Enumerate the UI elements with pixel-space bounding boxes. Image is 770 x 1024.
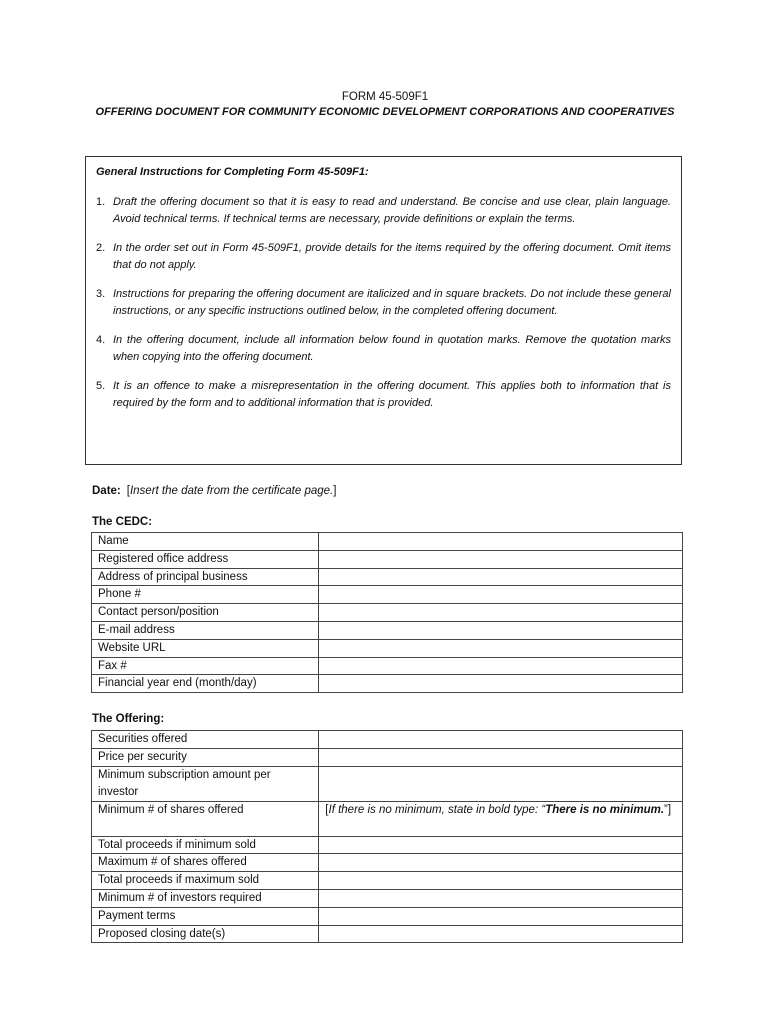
securities-offered-field[interactable] (319, 731, 683, 749)
table-row (92, 586, 683, 604)
table-row (92, 925, 683, 943)
principal-business-field[interactable] (319, 568, 683, 586)
instructions-list (96, 194, 671, 413)
table-row (92, 550, 683, 568)
date-line (92, 485, 336, 497)
minimum-shares-field[interactable]: [If there is no minimum, state in bold type: “There is no minimum.”] (319, 801, 683, 836)
row-label: Name (92, 533, 319, 551)
table-row (92, 731, 683, 749)
table-row (92, 675, 683, 693)
total-proceeds-min-field[interactable] (319, 836, 683, 854)
table-row (92, 836, 683, 854)
email-field[interactable] (319, 621, 683, 639)
offering-section-label: The Offering: (92, 713, 165, 725)
instruction-item: 1. Draft the offering document so that it is easy to read and understand. Be concise and use clear, plain language. Avoid technical terms. If technical terms are necessary, provide definitions or explain the terms. (96, 195, 671, 225)
date-label: Date: (92, 485, 121, 497)
table-row (92, 621, 683, 639)
closing-date-field[interactable] (319, 925, 683, 943)
table-row (92, 748, 683, 766)
row-label: Phone # (92, 586, 319, 604)
cedc-section-label: The CEDC: (92, 516, 153, 528)
financial-year-end-field[interactable] (319, 675, 683, 693)
table-row (92, 657, 683, 675)
instruction-item: 5. It is an offence to make a misrepresentation in the offering document. This applies both to information that is required by the form and to additional information that is provided. (96, 379, 671, 409)
table-row (92, 568, 683, 586)
row-label: Website URL (92, 639, 319, 657)
row-label: Payment terms (92, 907, 319, 925)
row-label: Fax # (92, 657, 319, 675)
row-label: Minimum subscription amount per investor (92, 766, 319, 801)
registered-office-field[interactable] (319, 550, 683, 568)
cedc-table (91, 532, 683, 693)
row-label: Total proceeds if minimum sold (92, 836, 319, 854)
price-per-security-field[interactable] (319, 748, 683, 766)
table-row (92, 801, 683, 836)
instruction-item: 3. Instructions for preparing the offering document are italicized and in square brackets. Do not include these general instructions, or any specific instructions outlined below, in the completed offering document. (96, 287, 671, 317)
form-subtitle: OFFERING DOCUMENT FOR COMMUNITY ECONOMIC DEVELOPMENT CORPORATIONS AND COOPERATIVES (95, 106, 675, 118)
phone-field[interactable] (319, 586, 683, 604)
table-row (92, 872, 683, 890)
minimum-subscription-field[interactable] (319, 766, 683, 801)
minimum-investors-field[interactable] (319, 889, 683, 907)
table-row (92, 889, 683, 907)
contact-person-field[interactable] (319, 604, 683, 622)
maximum-shares-field[interactable] (319, 854, 683, 872)
row-label: Financial year end (month/day) (92, 675, 319, 693)
total-proceeds-max-field[interactable] (319, 872, 683, 890)
name-field[interactable] (319, 533, 683, 551)
table-row (92, 854, 683, 872)
table-row (92, 533, 683, 551)
instruction-item: 2. In the order set out in Form 45-509F1, provide details for the items required by the offering document. Omit items that do not apply. (96, 241, 671, 271)
website-field[interactable] (319, 639, 683, 657)
fax-field[interactable] (319, 657, 683, 675)
document-title (80, 90, 690, 120)
row-label: Minimum # of shares offered (92, 801, 319, 836)
instructions-heading: General Instructions for Completing Form 45-509F1: (96, 166, 369, 178)
row-label: Maximum # of shares offered (92, 854, 319, 872)
row-label: E-mail address (92, 621, 319, 639)
date-instruction[interactable]: [Insert the date from the certificate page.] (126, 485, 337, 497)
row-label: Price per security (92, 748, 319, 766)
row-label: Contact person/position (92, 604, 319, 622)
table-row (92, 907, 683, 925)
instruction-item: 4. In the offering document, include all information below found in quotation marks. Remove the quotation marks when copying into the offering document. (96, 333, 671, 363)
row-label: Address of principal business (92, 568, 319, 586)
form-number: FORM 45-509F1 (341, 91, 429, 103)
row-label: Registered office address (92, 550, 319, 568)
row-label: Total proceeds if maximum sold (92, 872, 319, 890)
table-row (92, 766, 683, 801)
row-label: Securities offered (92, 731, 319, 749)
payment-terms-field[interactable] (319, 907, 683, 925)
general-instructions-box (85, 156, 682, 465)
row-label: Minimum # of investors required (92, 889, 319, 907)
offering-table (91, 730, 683, 943)
table-row (92, 639, 683, 657)
row-label: Proposed closing date(s) (92, 925, 319, 943)
table-row (92, 604, 683, 622)
